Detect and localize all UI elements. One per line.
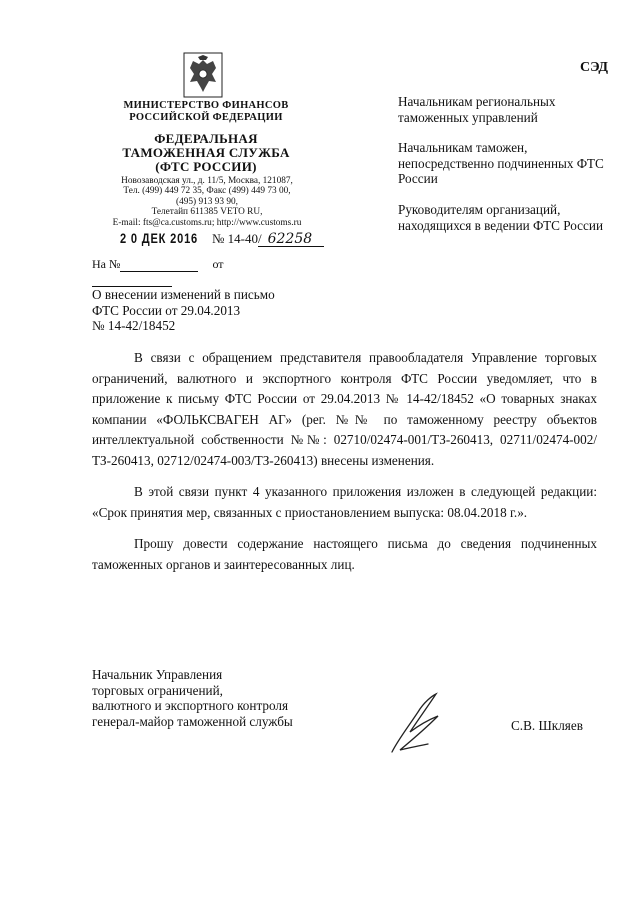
letter-subject <box>92 287 312 334</box>
title-line: валютного и экспортного контроля <box>92 698 289 714</box>
outgoing-number <box>212 231 312 247</box>
addressees <box>398 94 608 248</box>
body-paragraph: В связи с обращением представителя правообладателя Управление торговых ограничений, валютного и экспортного контроля ФТС России уведомляет, что в приложение к письму ФТС России от 29.04.2013 № 14-42/18452 «О товарных знаках компании «ФОЛЬКСВАГЕН АГ» (рег. №№ по таможенному реестру объектов интеллектуальной собственности №№: 02710/02474-001/ТЗ-260413, 02711/02474-002/ТЗ-260413, 02712/02474-003/ТЗ-260413) внесены изменения. <box>92 350 597 468</box>
number-prefix: № 14-40/ <box>212 231 262 246</box>
reference-row <box>92 257 302 287</box>
address-line: Новозаводская ул., д. 11/5, Москва, 121087, <box>121 176 293 186</box>
agency-line: ФЕДЕРАЛЬНАЯ <box>154 131 258 146</box>
from-label: от <box>212 257 224 271</box>
addressee: Начальникам таможен, непосредственно подчиненных ФТС России <box>398 140 604 187</box>
title-line: Начальник Управления <box>92 667 223 682</box>
body-paragraph: В этой связи пункт 4 указанного приложения изложен в следующей редакции: «Срок принятия мер, связанных с приостановлением выпуска: 08.04.2018 г.». <box>92 484 597 520</box>
handwritten-signature <box>388 690 448 760</box>
subject-line: ФТС России от 29.04.2013 <box>92 302 241 318</box>
address-line: (495) 913 93 90, <box>176 196 238 207</box>
letter-body <box>92 348 597 586</box>
addressee: Начальникам региональных таможенных управлений <box>398 94 556 125</box>
ref-field <box>120 271 198 272</box>
title-line: генерал-майор таможенной службы <box>92 713 293 729</box>
title-line: торговых ограничений, <box>92 682 223 698</box>
signatory-title <box>92 667 332 729</box>
address-line: E-mail: fts@ca.customs.ru; http://www.customs.ru <box>112 217 302 228</box>
address-line: Телетайп 611385 VETO RU, <box>151 207 263 218</box>
ref-label: На № <box>92 257 121 271</box>
ministry-name <box>106 100 306 124</box>
subject-line: О внесении изменений в письмо <box>92 287 275 302</box>
agency-address <box>98 176 316 228</box>
system-mark: СЭД <box>580 60 609 75</box>
ministry-line: МИНИСТЕРСТВО ФИНАНСОВ <box>123 100 289 111</box>
subject-line: № 14-42/18452 <box>92 318 176 333</box>
agency-line: (ФТС РОССИИ) <box>155 159 257 174</box>
coat-of-arms-icon <box>183 52 223 98</box>
body-paragraph: Прошу довести содержание настоящего письма до сведения подчиненных таможенных органов и заинтересованных лиц. <box>92 536 597 572</box>
address-line: Тел. (499) 449 72 35, Факс (499) 449 73 00, <box>123 186 291 197</box>
number-handwritten: 62258 <box>267 231 313 247</box>
signatory-name: С.В. Шкляев <box>511 718 583 733</box>
number-underline <box>258 246 324 247</box>
date-stamp: 2 0 ДЕК 2016 <box>120 231 199 246</box>
ministry-line: РОССИЙСКОЙ ФЕДЕРАЦИИ <box>129 112 283 123</box>
agency-name <box>106 132 306 174</box>
agency-line: ТАМОЖЕННАЯ СЛУЖБА <box>122 145 290 160</box>
addressee: Руководителям организаций, находящихся в ведении ФТС России <box>398 201 604 233</box>
